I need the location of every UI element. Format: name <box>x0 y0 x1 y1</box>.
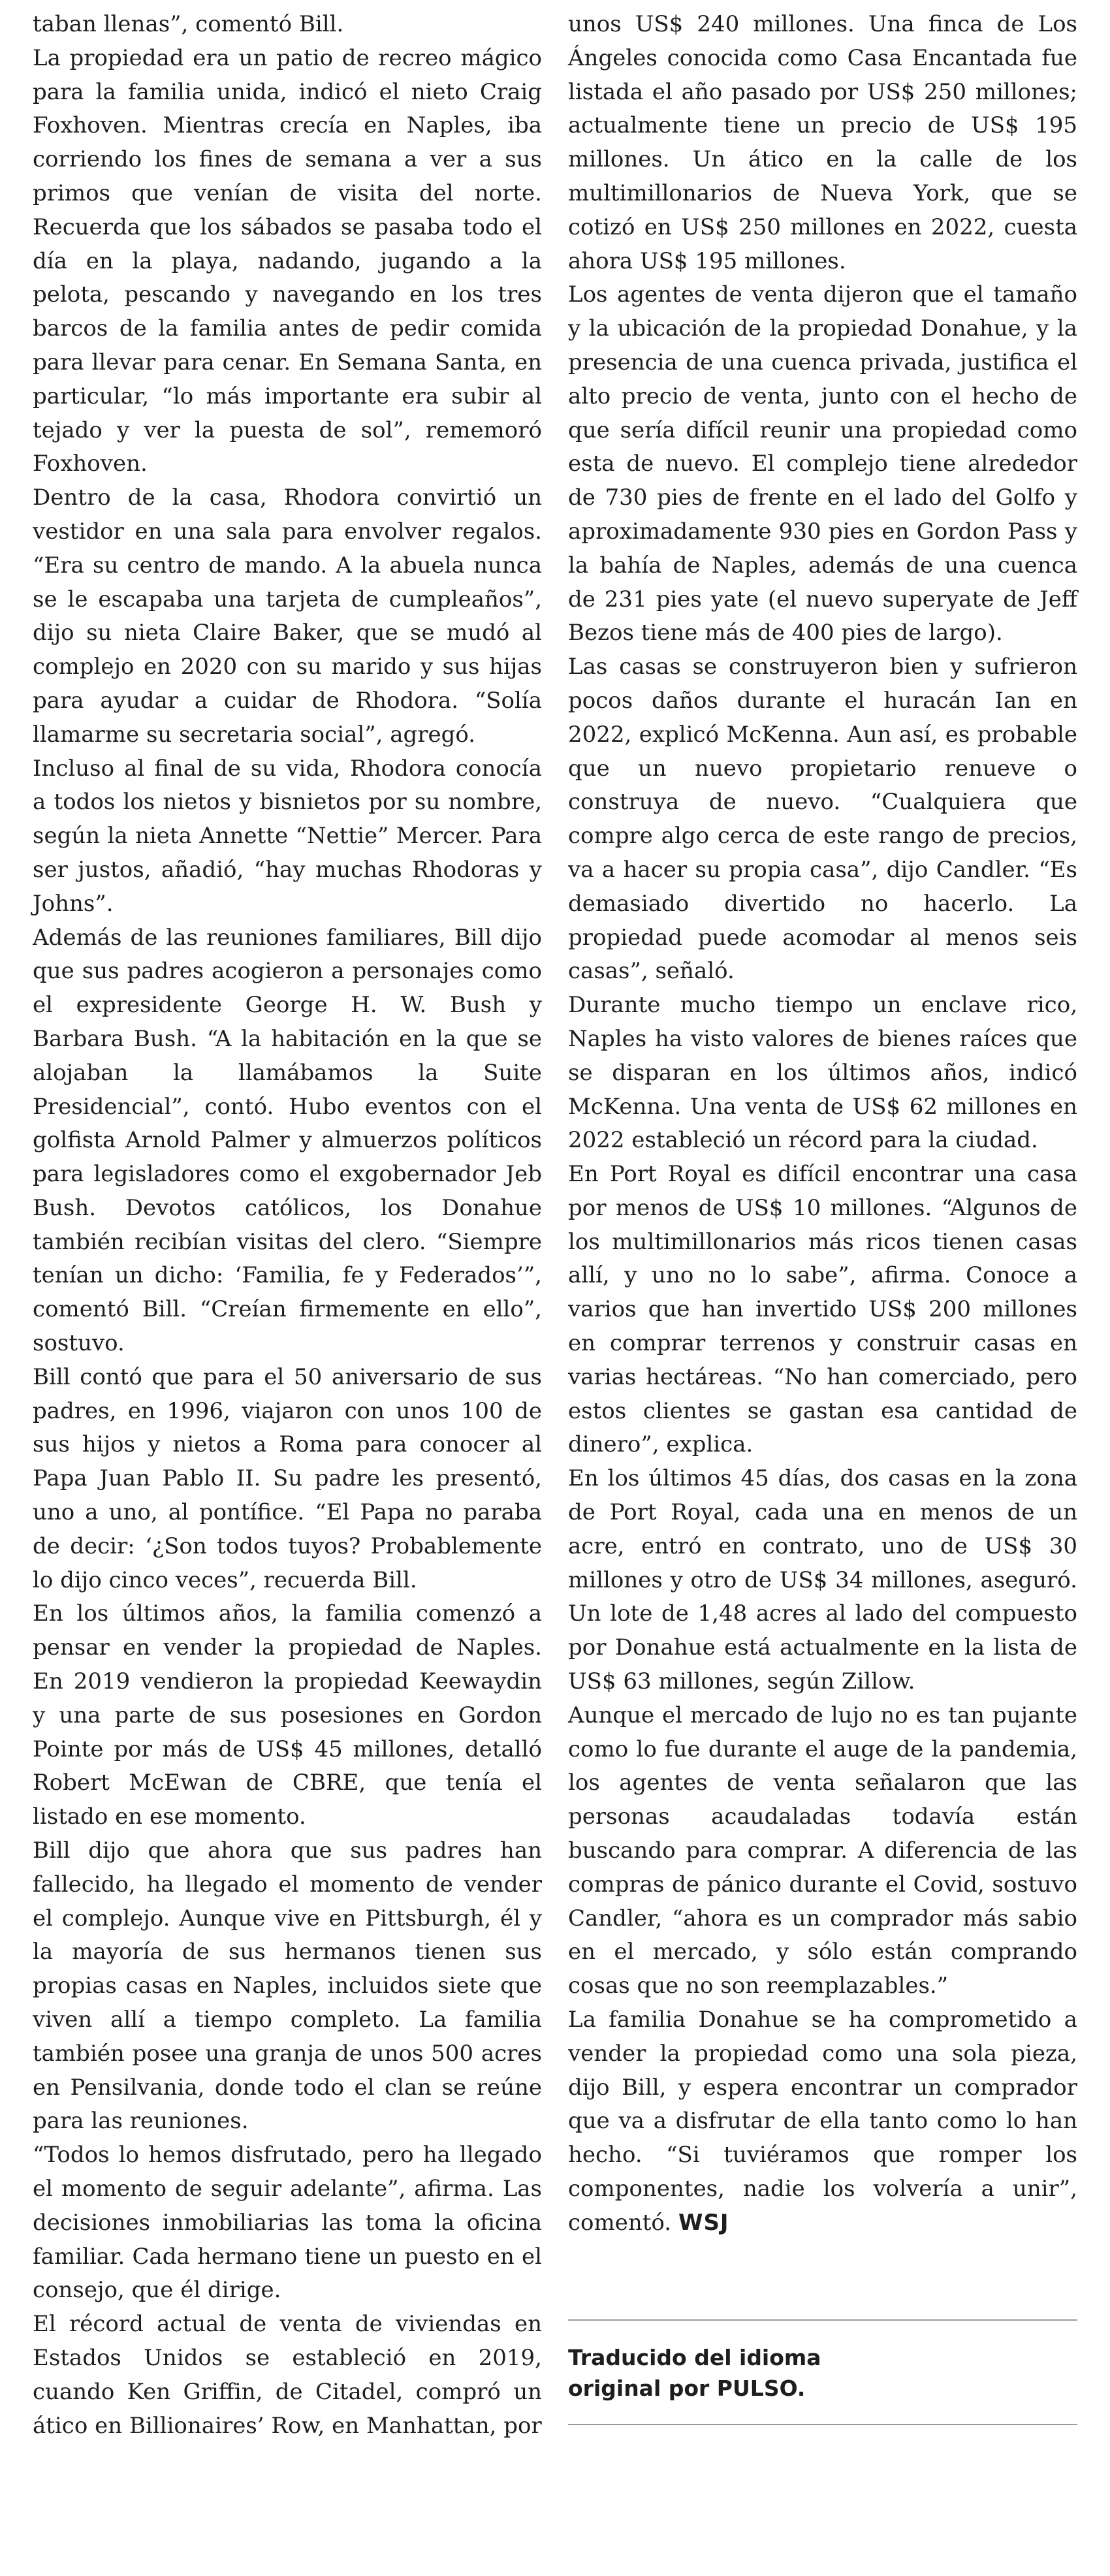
paragraph: “Todos lo hemos disfrutado, pero ha llegado el momento de seguir adelante”, afirma. Las decisiones inmobiliarias las toma la oficina familiar. Cada hermano tiene un puesto en el consejo, que él dirige. <box>33 2142 542 2304</box>
paragraph: Bill contó que para el 50 aniversario de sus padres, en 1996, viajaron con unos 100 de sus hijos y nietos a Roma para conocer al Papa Juan Pablo II. Su padre les presentó, uno a uno, al pontífice. “El Papa no paraba de decir: ‘¿Son todos tuyos? Probablemente lo dijo cinco veces”, recuerda Bill. <box>33 1363 542 1593</box>
credit-divider-bottom <box>568 2424 1077 2425</box>
wsj-signature: WSJ <box>678 2209 729 2236</box>
paragraph: taban llenas”, comentó Bill. <box>33 11 344 37</box>
credit-line-1: Traducido del idioma <box>568 2345 821 2370</box>
article-page <box>33 8 1077 2568</box>
paragraph: Incluso al final de su vida, Rhodora conocía a todos los nietos y bisnietos por su nombre, según la nieta Annette “Nettie” Mercer. Para ser justos, añadió, “hay muchas Rhodoras y Johns”. <box>33 755 542 917</box>
credit-line-2: original por PULSO. <box>568 2376 806 2401</box>
article-column-right <box>568 8 1077 2240</box>
paragraph: unos US$ 240 millones. Una finca de Los Ángeles conocida como Casa Encantada fue listada el año pasado por US$ 250 millones; actualmente tiene un precio de US$ 195 millones. Un ático en la calle de los multimillonarios de Nueva York, que se cotizó en US$ 250 millones en 2022, cuesta ahora US$ 195 millones. <box>568 11 1077 274</box>
translation-credit <box>568 2342 1077 2404</box>
paragraph: Las casas se construyeron bien y sufrieron pocos daños durante el huracán Ian en 2022, explicó McKenna. Aun así, es probable que un nuevo propietario renueve o construya de nuevo. “Cualquiera que compre algo cerca de este rango de precios, va a hacer su propia casa”, dijo Candler. “Es demasiado divertido no hacerlo. La propiedad puede acomodar al menos seis casas”, señaló. <box>568 654 1077 985</box>
paragraph: Los agentes de venta dijeron que el tamaño y la ubicación de la propiedad Donahue, y la presencia de una cuenca privada, justifica el alto precio de venta, junto con el hecho de que sería difícil reunir una propiedad como esta de nuevo. El complejo tiene alrededor de 730 pies de frente en el lado del Golfo y aproximadamente 930 pies en Gordon Pass y la bahía de Naples, además de una cuenca de 231 pies yate (el nuevo superyate de Jeff Bezos tiene más de 400 pies de largo). <box>568 281 1077 646</box>
paragraph: La propiedad era un patio de recreo mágico para la familia unida, indicó el nieto Craig Foxhoven. Mientras crecía en Naples, iba corriendo los fines de semana a ver a sus primos que venían de visita del norte. Recuerda que los sábados se pasaba todo el día en la playa, nadando, jugando a la pelota, pescando y navegando en los tres barcos de la familia antes de pedir comida para llevar para cenar. En Semana Santa, en particular, “lo más importante era subir al tejado y ver la puesta de sol”, rememoró Foxhoven. <box>33 44 542 477</box>
paragraph: El récord actual de venta de viviendas en Estados Unidos se estableció en 2019, cuando Ken Griffin, de Citadel, compró un ático en Billionaires’ Row, en Manhattan, por <box>33 2311 542 2439</box>
paragraph: En Port Royal es difícil encontrar una casa por menos de US$ 10 millones. “Algunos de los multimillonarios más ricos tienen casas allí, y uno no lo sabe”, afirma. Conoce a varios que han invertido US$ 200 millones en comprar terrenos y construir casas en varias hectáreas. “No han comerciado, pero estos clientes se gastan esa cantidad de dinero”, explica. <box>568 1161 1077 1458</box>
paragraph: Dentro de la casa, Rhodora convirtió un vestidor en una sala para envolver regalos. “Era su centro de mando. A la abuela nunca se le escapaba una tarjeta de cumpleaños”, dijo su nieta Claire Baker, que se mudó al complejo en 2020 con su marido y sus hijas para ayudar a cuidar de Rhodora. “Solía llamarme su secretaria social”, agregó. <box>33 485 542 748</box>
paragraph: Aunque el mercado de lujo no es tan pujante como lo fue durante el auge de la pandemia, los agentes de venta señalaron que las personas acaudaladas todavía están buscando para comprar. A diferencia de las compras de pánico durante el Covid, sostuvo Candler, “ahora es un comprador más sabio en el mercado, y sólo están comprando cosas que no son reemplazables.” <box>568 1702 1077 1999</box>
article-column-left <box>33 8 542 2443</box>
paragraph: Bill dijo que ahora que sus padres han fallecido, ha llegado el momento de vender el complejo. Aunque vive en Pittsburgh, él y la mayoría de sus hermanos tienen sus propias casas en Naples, incluidos siete que viven allí a tiempo completo. La familia también posee una granja de unos 500 acres en Pensilvania, donde todo el clan se reúne para las reuniones. <box>33 1837 542 2135</box>
final-paragraph <box>568 2003 1077 2240</box>
final-paragraph-text: La familia Donahue se ha comprometido a vender la propiedad como una sola pieza, dijo Bill, y espera encontrar un comprador que va a disfrutar de ella tanto como lo han hecho. “Si tuviéramos que romper los componentes, nadie los volvería a unir”, comentó. <box>568 2007 1077 2236</box>
credit-divider-top <box>568 2319 1077 2321</box>
paragraph: En los últimos años, la familia comenzó a pensar en vender la propiedad de Naples. En 2019 vendieron la propiedad Keewaydin y una parte de sus posesiones en Gordon Pointe por más de US$ 45 millones, detalló Robert McEwan de CBRE, que tenía el listado en ese momento. <box>33 1600 542 1830</box>
paragraph: En los últimos 45 días, dos casas en la zona de Port Royal, cada una en menos de un acre, entró en contrato, uno de US$ 30 millones y otro de US$ 34 millones, aseguró. Un lote de 1,48 acres al lado del compuesto por Donahue está actualmente en la lista de US$ 63 millones, según Zillow. <box>568 1465 1077 1695</box>
paragraph: Además de las reuniones familiares, Bill dijo que sus padres acogieron a personajes como el expresidente George H. W. Bush y Barbara Bush. “A la habitación en la que se alojaban la llamábamos la Suite Presidencial”, contó. Hubo eventos con el golfista Arnold Palmer y almuerzos políticos para legisladores como el exgobernador Jeb Bush. Devotos católicos, los Donahue también recibían visitas del clero. “Siempre tenían un dicho: ‘Familia, fe y Federados’”, comentó Bill. “Creían firmemente en ello”, sostuvo. <box>33 924 542 1357</box>
paragraph: Durante mucho tiempo un enclave rico, Naples ha visto valores de bienes raíces que se disparan en los últimos años, indicó McKenna. Una venta de US$ 62 millones en 2022 estableció un récord para la ciudad. <box>568 992 1077 1154</box>
